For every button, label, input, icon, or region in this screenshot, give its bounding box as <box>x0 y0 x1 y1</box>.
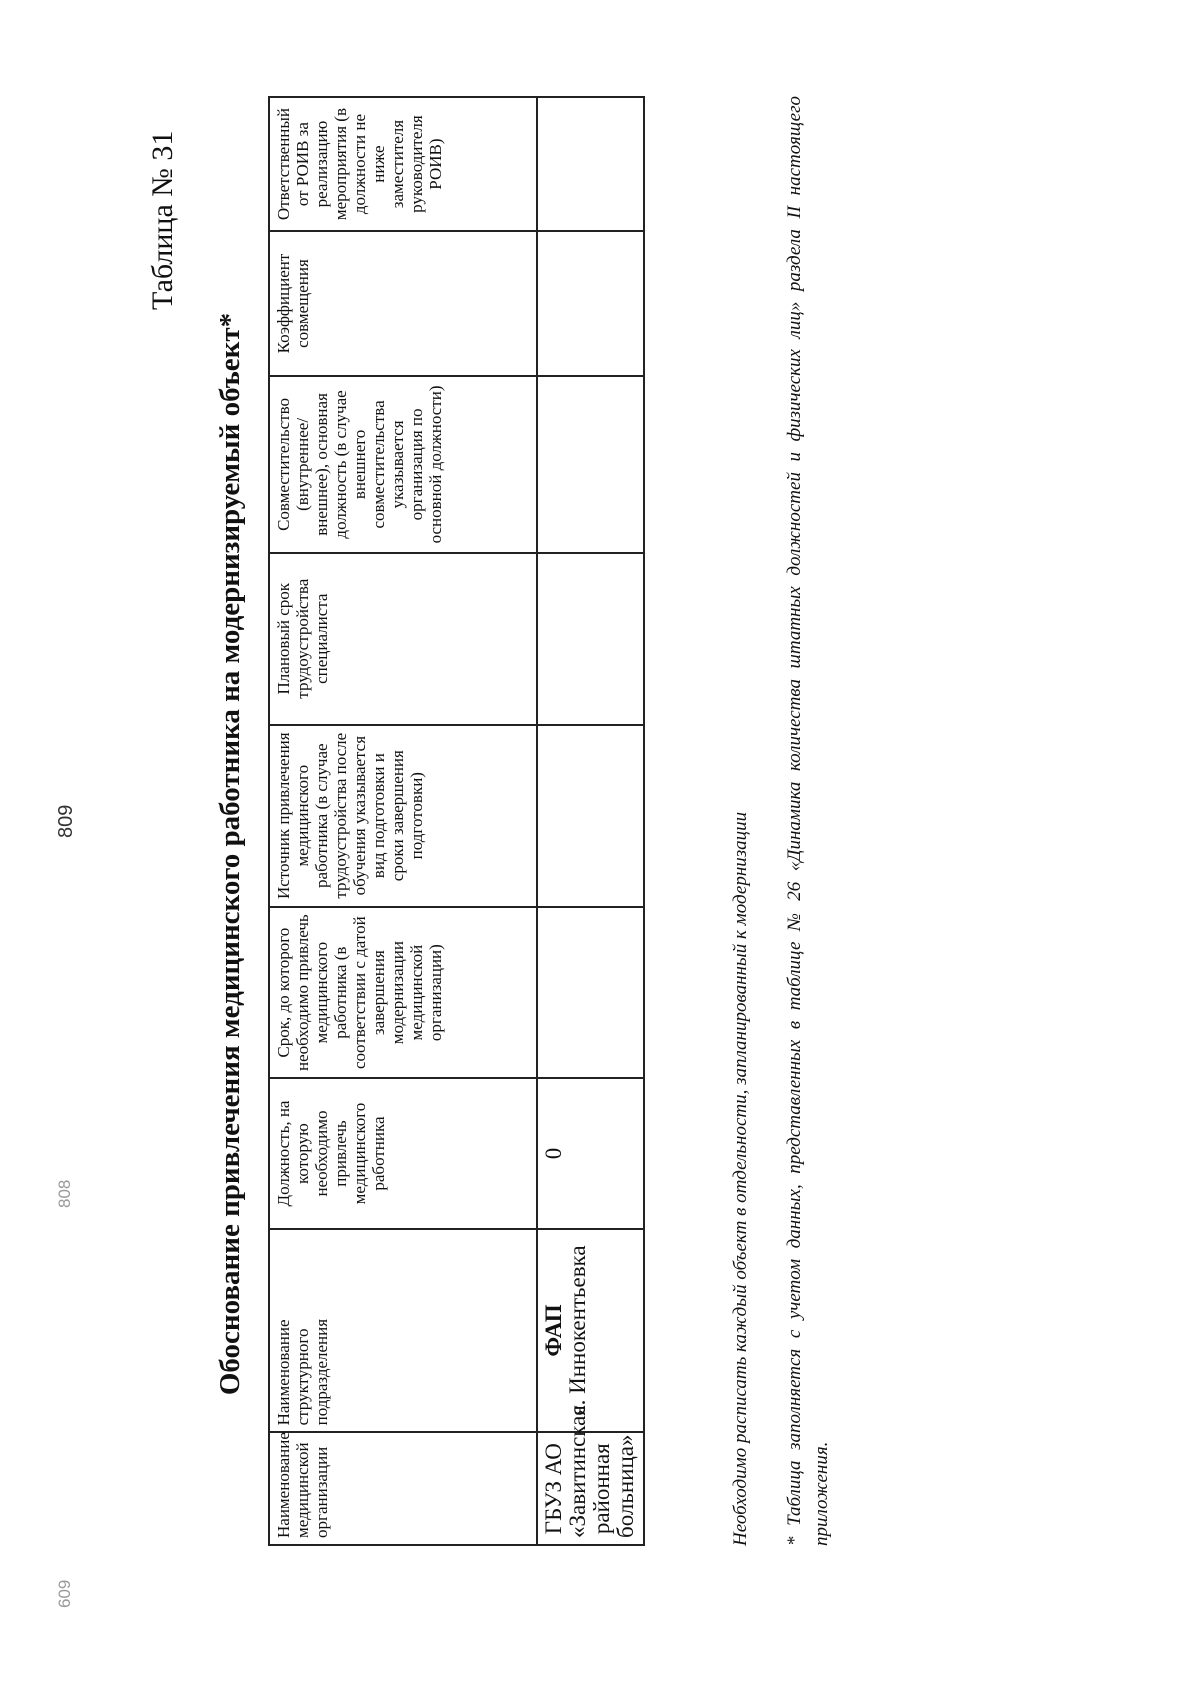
cell-unit-place: с. Иннокентьевка <box>565 1245 591 1416</box>
cell-responsible <box>537 97 644 231</box>
cell-deadline <box>537 907 644 1079</box>
page-mark-faint-2: 808 <box>55 1179 74 1208</box>
header-unit: Наименование структурного подразделения <box>269 1229 537 1433</box>
cell-coefficient <box>537 231 644 376</box>
header-position: Должность, на которую необходимо привлечь медицинского работника <box>269 1078 537 1228</box>
page-mark-faint-1: 609 <box>55 1579 74 1608</box>
header-combination: Совместительство (внутреннее/ внешнее), основная должность (в случае внешнего совместительства указывается организация по основной должности) <box>269 376 537 553</box>
cell-combination <box>537 376 644 553</box>
document-title: Обоснование привлечения медицинского работника на модернизируемый объект* <box>214 312 246 1396</box>
table-header-row <box>269 97 537 1545</box>
cell-source <box>537 725 644 907</box>
cell-organization: ГБУЗ АО «Завитинская районная больница» <box>537 1432 644 1545</box>
page-number: 809 <box>55 804 77 838</box>
header-planned-date: Плановый срок трудоустройства специалиста <box>269 553 537 725</box>
footnote-text: * Таблица заполняется с учетом данных, представленных в таблице № 26 «Динамика количества штатных должностей и физических лиц» раздела II настоящего приложения. <box>784 96 832 1546</box>
header-source: Источник привлечения медицинского работника (в случае трудоустройства после обучения указывается вид подготовки и сроки завершения подготовки) <box>269 725 537 907</box>
header-responsible: Ответственный от РОИВ за реализацию мероприятия (в должности не ниже заместителя руководителя РОИВ) <box>269 97 537 231</box>
cell-position: 0 <box>537 1078 644 1228</box>
cell-unit-name: ФАП <box>541 1304 566 1357</box>
cell-unit <box>537 1229 644 1433</box>
cell-planned-date <box>537 553 644 725</box>
header-org: Наименование медицинской организации <box>269 1432 537 1545</box>
header-deadline: Срок, до которого необходимо привлечь медицинского работника (в соответствии с датой завершения модернизации медицинской организации) <box>269 907 537 1079</box>
table-row <box>537 97 644 1545</box>
table-number: Таблица № 31 <box>146 130 179 310</box>
note-text: Необходимо расписать каждый объект в отдельности, запланированный к модернизации <box>730 811 751 1546</box>
header-coefficient: Коэффициент совмещения <box>269 231 537 376</box>
justification-table <box>268 96 645 1546</box>
